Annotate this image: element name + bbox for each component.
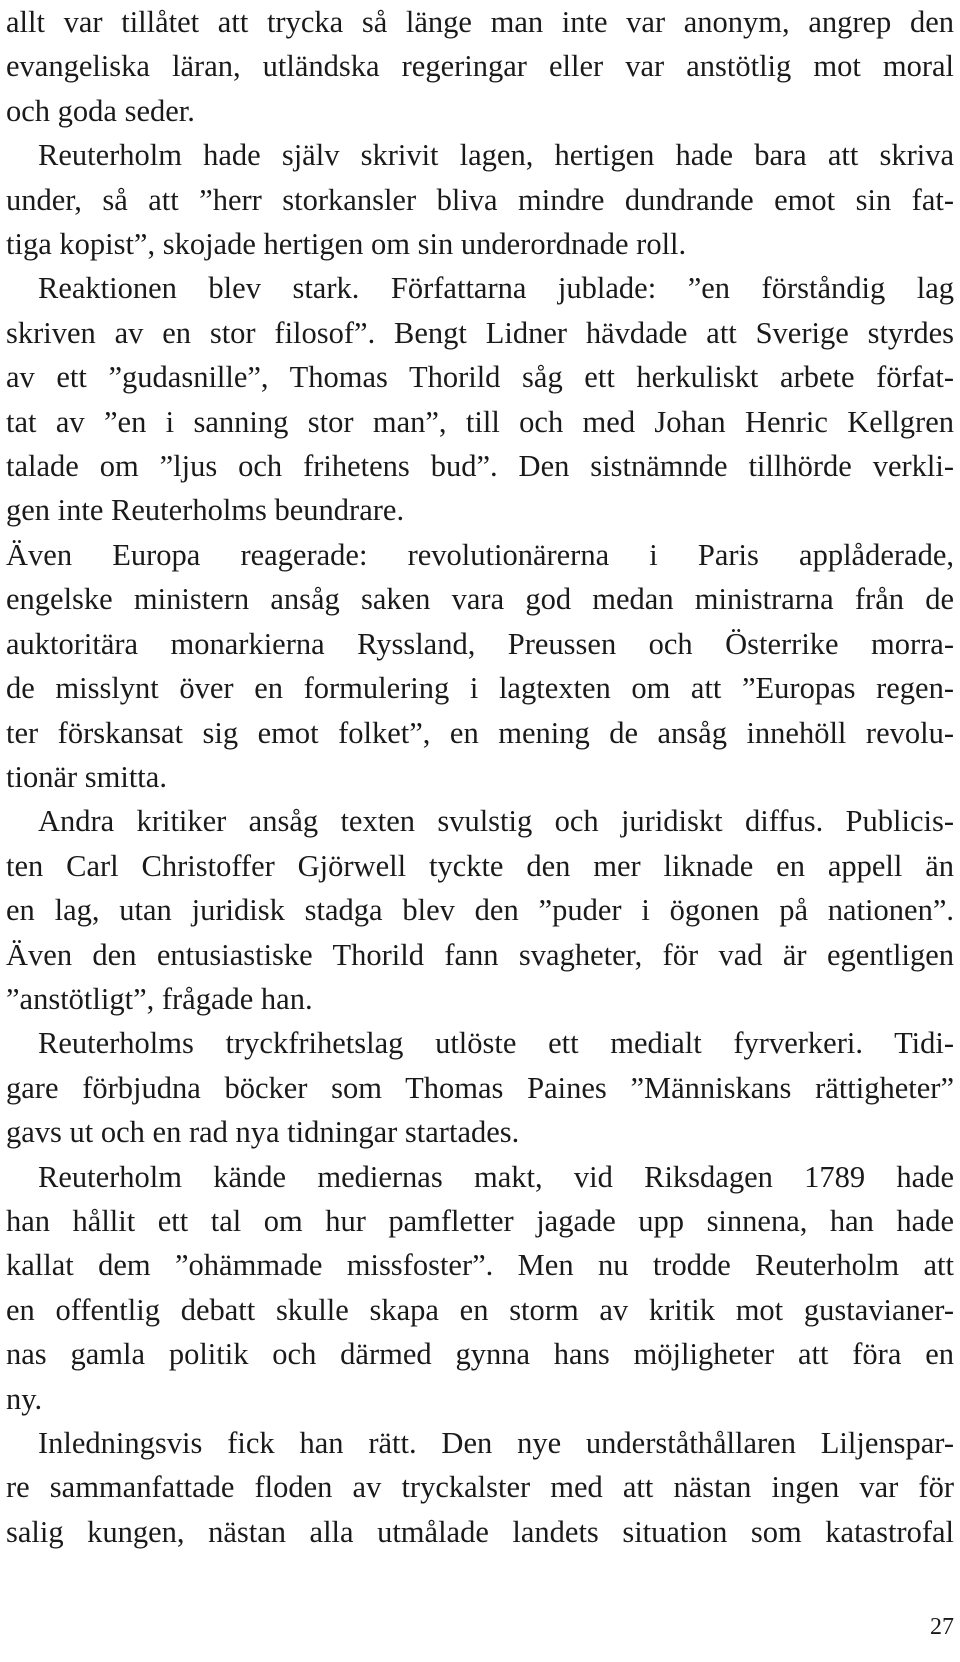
text-line: nas gamla politik och därmed gynna hans möjligheter att föra en bbox=[6, 1337, 954, 1372]
text-line: de misslynt över en formulering i lagtexten om att ”Europas regen- bbox=[6, 671, 954, 706]
text-line: ”anstötligt”, frågade han. bbox=[6, 981, 313, 1016]
text-line: under, så att ”herr storkansler bliva mindre dundrande emot sin fat- bbox=[6, 182, 954, 217]
text-line: en lag, utan juridisk stadga blev den ”puder i ögonen på nationen”. bbox=[6, 893, 954, 928]
text-line: gare förbjudna böcker som Thomas Paines ”Människans rättigheter” bbox=[6, 1070, 954, 1105]
text-line: tat av ”en i sanning stor man”, till och med Johan Henric Kellgren bbox=[6, 404, 954, 439]
text-line: engelske ministern ansåg saken vara god medan ministrarna från de bbox=[6, 582, 954, 617]
text-line: Även den entusiastiske Thorild fann svagheter, för vad är egentligen bbox=[6, 937, 954, 972]
paragraph bbox=[6, 133, 954, 266]
text-line: salig kungen, nästan alla utmålade landets situation som katastrofal bbox=[6, 1514, 954, 1549]
text-line: Även Europa reagerade: revolutionärerna i Paris applåderade, bbox=[6, 537, 954, 572]
text-line: gen inte Reuterholms beundrare. bbox=[6, 493, 405, 528]
text-line: och goda seder. bbox=[6, 93, 195, 128]
text-line: auktoritära monarkierna Ryssland, Preussen och Österrike morra- bbox=[6, 626, 954, 661]
text-line: gavs ut och en rad nya tidningar startades. bbox=[6, 1115, 520, 1150]
page-number: 27 bbox=[930, 1614, 954, 1640]
text-line: kallat dem ”ohämmade missfoster”. Men nu trodde Reuterholm att bbox=[6, 1248, 954, 1283]
text-line: Inledningsvis fick han rätt. Den nye underståthållaren Liljenspar- bbox=[38, 1426, 954, 1460]
text-line: Reaktionen blev stark. Författarna jublade: ”en förståndig lag bbox=[38, 271, 954, 306]
text-line: av ett ”gudasnille”, Thomas Thorild såg ett herkuliskt arbete förfat- bbox=[6, 360, 954, 395]
paragraph bbox=[6, 1021, 954, 1154]
paragraph bbox=[6, 0, 954, 133]
text-line: Andra kritiker ansåg texten svulstig och juridiskt diffus. Publicis- bbox=[38, 804, 954, 839]
text-line: tiga kopist”, skojade hertigen om sin underordnade roll. bbox=[6, 227, 687, 262]
text-line: re sammanfattade floden av tryckalster med att nästan ingen var för bbox=[6, 1470, 954, 1505]
paragraph bbox=[6, 1421, 954, 1554]
text-line: ny. bbox=[6, 1381, 43, 1416]
text-line: Reuterholms tryckfrihetslag utlöste ett medialt fyrverkeri. Tidi- bbox=[38, 1026, 954, 1061]
text-line: ten Carl Christoffer Gjörwell tyckte den mer liknade en appell än bbox=[6, 848, 954, 883]
text-line: Reuterholm kände mediernas makt, vid Riksdagen 1789 hade bbox=[38, 1159, 954, 1194]
text-line: evangeliska läran, utländska regeringar eller var anstötlig mot moral bbox=[6, 49, 954, 84]
text-line: ter förskansat sig emot folket”, en mening de ansåg innehöll revolu- bbox=[6, 715, 954, 750]
text-line: en offentlig debatt skulle skapa en storm av kritik mot gustavianer- bbox=[6, 1292, 954, 1327]
paragraph bbox=[6, 533, 954, 799]
paragraph bbox=[6, 1155, 954, 1421]
text-line: allt var tillåtet att trycka så länge man inte var anonym, angrep den bbox=[6, 5, 954, 39]
paragraph bbox=[6, 266, 954, 532]
paragraph bbox=[6, 799, 954, 1021]
page-body bbox=[6, 0, 954, 1554]
text-line: talade om ”ljus och frihetens bud”. Den sistnämnde tillhörde verkli- bbox=[6, 449, 954, 484]
text-line: tionär smitta. bbox=[6, 759, 167, 794]
text-line: han hållit ett tal om hur pamfletter jagade upp sinnena, han hade bbox=[6, 1203, 954, 1238]
text-line: skriven av en stor filosof”. Bengt Lidner hävdade att Sverige styrdes bbox=[6, 315, 954, 350]
text-line: Reuterholm hade själv skrivit lagen, hertigen hade bara att skriva bbox=[38, 138, 954, 173]
